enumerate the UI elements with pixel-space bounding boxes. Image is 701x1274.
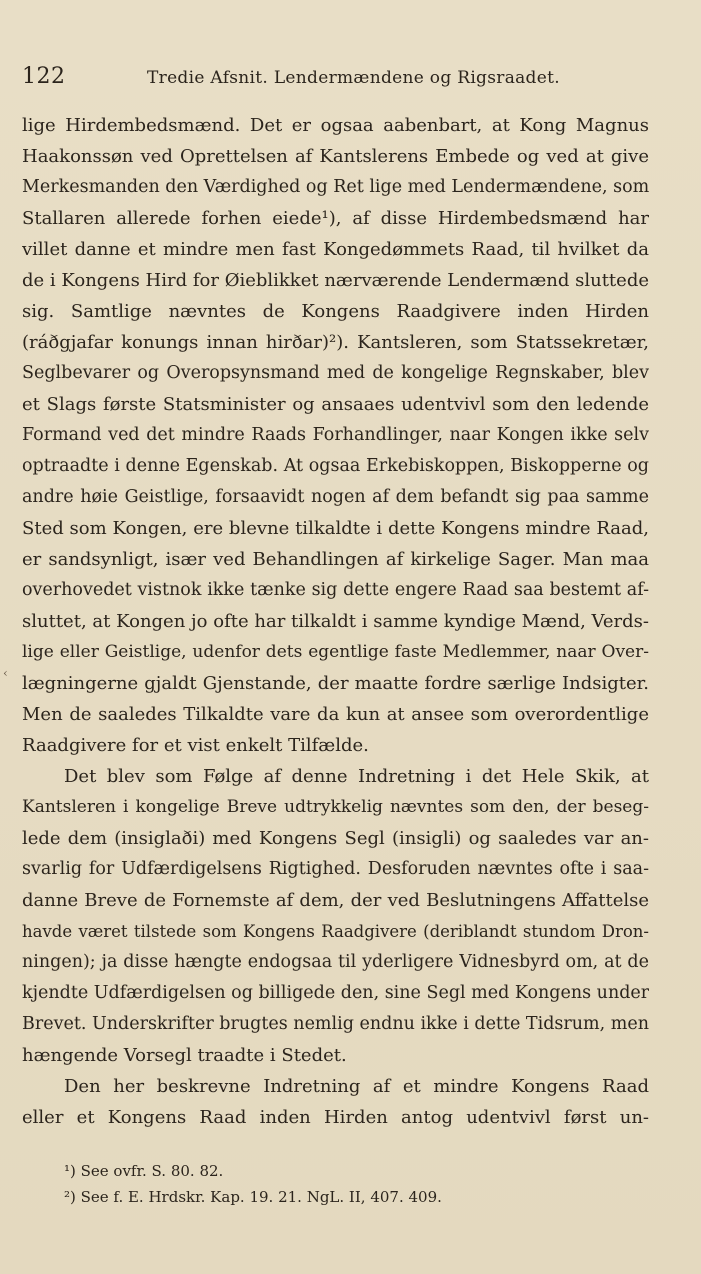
text-line: de i Kongens Hird for Øieblikket nærværende Lendermænd sluttede <box>22 270 649 291</box>
text-line: et Slags første Statsminister og ansaaes udentvivl som den ledende <box>22 394 649 415</box>
text-line: Den her beskrevne Indretning af et mindre Kongens Raad <box>64 1076 649 1097</box>
text-line: Haakonssøn ved Oprettelsen af Kantslerens Embede og ved at give <box>22 146 649 167</box>
footnote: ¹) See ovfr. S. 80. 82. <box>64 1162 224 1180</box>
text-line: lige eller Geistlige, udenfor dets egentlige faste Medlemmer, naar Over- <box>22 642 649 662</box>
text-line: danne Breve de Fornemste af dem, der ved Beslutningens Affattelse <box>22 890 649 911</box>
footnote: ²) See f. E. Hrdskr. Kap. 19. 21. NgL. II, 407. 409. <box>64 1188 442 1206</box>
text-line: Raadgivere for et vist enkelt Tilfælde. <box>22 735 369 756</box>
text-line: ningen); ja disse hængte endogsaa til yderligere Vidnesbyrd om, at de <box>22 952 649 972</box>
text-line: Stallaren allerede forhen eiede¹), af disse Hirdembedsmænd har <box>22 208 649 229</box>
text-line: overhovedet vistnok ikke tænke sig dette engere Raad saa bestemt af- <box>22 580 649 600</box>
text-line: sig. Samtlige nævntes de Kongens Raadgivere inden Hirden <box>22 301 649 322</box>
text-line: lige Hirdembedsmænd. Det er ogsaa aabenbart, at Kong Magnus <box>22 115 649 136</box>
text-line: Formand ved det mindre Raads Forhandlinger, naar Kongen ikke selv <box>22 425 649 445</box>
text-line: lede dem (insiglaði) med Kongens Segl (insigli) og saaledes var an- <box>22 828 649 849</box>
footnotes <box>64 1158 624 1210</box>
text-line: er sandsynligt, især ved Behandlingen af kirkelige Sager. Man maa <box>22 549 649 570</box>
text-line: lægningerne gjaldt Gjenstande, der maatte fordre særlige Indsigter. <box>22 673 649 694</box>
page-header <box>22 64 662 94</box>
text-line: Seglbevarer og Overopsynsmand med de kongelige Regnskaber, blev <box>22 363 649 383</box>
text-line: kjendte Udfærdigelsen og billigede den, sine Segl med Kongens under <box>22 983 649 1003</box>
text-line: havde været tilstede som Kongens Raadgivere (deriblandt stundom Dron- <box>22 922 649 941</box>
text-line: Brevet. Underskrifter brugtes nemlig endnu ikke i dette Tidsrum, men <box>22 1014 649 1034</box>
text-line: svarlig for Udfærdigelsens Rigtighed. Desforuden nævntes ofte i saa- <box>22 859 649 879</box>
text-line: eller et Kongens Raad inden Hirden antog udentvivl først un- <box>22 1107 649 1128</box>
page-number: 122 <box>22 64 66 89</box>
text-line: Sted som Kongen, ere blevne tilkaldte i dette Kongens mindre Raad, <box>22 518 649 539</box>
text-line: hængende Vorsegl traadte i Stedet. <box>22 1045 347 1066</box>
text-line: optraadte i denne Egenskab. At ogsaa Erkebiskoppen, Biskopperne og <box>22 456 649 476</box>
text-line: Merkesmanden den Værdighed og Ret lige med Lendermændene, som <box>22 177 649 197</box>
text-line: villet danne et mindre men fast Kongedømmets Raad, til hvilket da <box>22 239 649 260</box>
text-line: (ráðgjafar konungs innan hirðar)²). Kantsleren, som Statssekretær, <box>22 332 649 353</box>
margin-mark: ‹ <box>3 666 8 680</box>
text-line: sluttet, at Kongen jo ofte har tilkaldt i samme kyndige Mænd, Verds- <box>22 611 649 632</box>
body-text <box>22 110 649 1133</box>
text-line: andre høie Geistlige, forsaavidt nogen af dem befandt sig paa samme <box>22 487 649 507</box>
running-head: Tredie Afsnit. Lendermændene og Rigsraadet. <box>147 68 560 88</box>
text-line: Det blev som Følge af denne Indretning i det Hele Skik, at <box>64 766 649 787</box>
text-line: Kantsleren i kongelige Breve udtrykkelig nævntes som den, der beseg- <box>22 797 649 817</box>
text-line: Men de saaledes Tilkaldte vare da kun at ansee som overordentlige <box>22 704 649 725</box>
